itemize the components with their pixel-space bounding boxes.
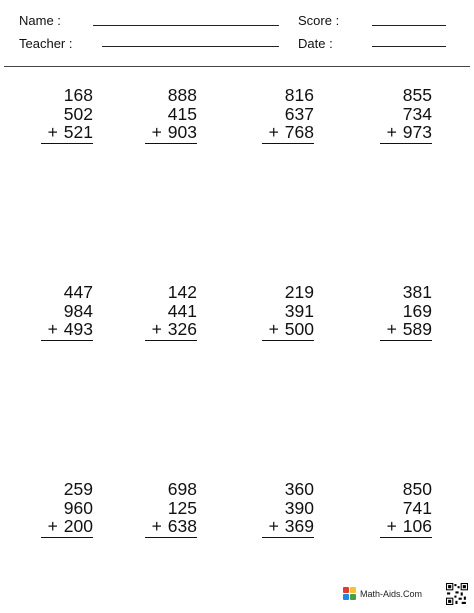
addend-3-row bbox=[269, 517, 314, 535]
plus-sign: + bbox=[268, 516, 279, 536]
addend-3-row bbox=[152, 320, 197, 338]
math-aids-logo-icon bbox=[343, 587, 357, 601]
addend-3: 903 bbox=[167, 122, 197, 142]
addend-1: 360 bbox=[284, 479, 314, 499]
addend-2: 637 bbox=[284, 103, 314, 124]
addend-3-row bbox=[48, 320, 93, 338]
name-label: Name : bbox=[19, 13, 61, 28]
addition-problem bbox=[228, 86, 314, 156]
addend-1: 142 bbox=[167, 282, 197, 302]
answer-line[interactable] bbox=[262, 143, 314, 144]
addend-2: 391 bbox=[284, 300, 314, 321]
answer-line[interactable] bbox=[380, 537, 432, 538]
answer-line[interactable] bbox=[262, 537, 314, 538]
addend-1: 259 bbox=[63, 479, 93, 499]
addend-3-row bbox=[269, 123, 314, 141]
plus-sign: + bbox=[151, 516, 162, 536]
addend-1: 850 bbox=[402, 479, 432, 499]
name-field-line[interactable] bbox=[93, 25, 279, 26]
addend-2: 734 bbox=[402, 103, 432, 124]
addition-problem bbox=[111, 480, 197, 550]
plus-sign: + bbox=[151, 319, 162, 339]
addend-3-row bbox=[48, 517, 93, 535]
addend-3-row bbox=[269, 320, 314, 338]
plus-sign: + bbox=[47, 516, 58, 536]
qr-code-icon bbox=[446, 583, 468, 605]
addend-2: 741 bbox=[402, 497, 432, 518]
answer-line[interactable] bbox=[145, 143, 197, 144]
addend-1: 219 bbox=[284, 282, 314, 302]
addition-problem bbox=[346, 480, 432, 550]
addend-2: 502 bbox=[63, 103, 93, 124]
answer-line[interactable] bbox=[145, 537, 197, 538]
answer-line[interactable] bbox=[380, 340, 432, 341]
addend-3-row bbox=[48, 123, 93, 141]
date-field-line[interactable] bbox=[372, 46, 446, 47]
addend-1: 447 bbox=[63, 282, 93, 302]
answer-line[interactable] bbox=[380, 143, 432, 144]
footer-logo bbox=[343, 586, 422, 602]
plus-sign: + bbox=[268, 122, 279, 142]
plus-sign: + bbox=[47, 319, 58, 339]
addend-1: 698 bbox=[167, 479, 197, 499]
addend-2: 960 bbox=[63, 497, 93, 518]
header-divider bbox=[4, 66, 470, 67]
addend-2: 441 bbox=[167, 300, 197, 321]
teacher-field-line[interactable] bbox=[102, 46, 279, 47]
addition-problem bbox=[346, 86, 432, 156]
answer-line[interactable] bbox=[41, 340, 93, 341]
addend-1: 816 bbox=[284, 85, 314, 105]
addend-2: 415 bbox=[167, 103, 197, 124]
addend-3-row bbox=[152, 517, 197, 535]
addend-3: 369 bbox=[284, 516, 314, 536]
addend-3: 638 bbox=[167, 516, 197, 536]
addition-problem bbox=[346, 283, 432, 353]
addition-problem bbox=[228, 283, 314, 353]
addend-1: 168 bbox=[63, 85, 93, 105]
addend-3: 326 bbox=[167, 319, 197, 339]
addition-problem bbox=[111, 86, 197, 156]
addend-2: 390 bbox=[284, 497, 314, 518]
addend-3: 521 bbox=[63, 122, 93, 142]
teacher-label: Teacher : bbox=[19, 36, 73, 51]
addend-3-row bbox=[387, 320, 432, 338]
addition-problem bbox=[228, 480, 314, 550]
addend-2: 125 bbox=[167, 497, 197, 518]
addend-3-row bbox=[387, 123, 432, 141]
addend-1: 381 bbox=[402, 282, 432, 302]
addend-3-row bbox=[152, 123, 197, 141]
addend-3: 589 bbox=[402, 319, 432, 339]
date-label: Date : bbox=[298, 36, 333, 51]
addition-problem bbox=[7, 480, 93, 550]
answer-line[interactable] bbox=[145, 340, 197, 341]
score-label: Score : bbox=[298, 13, 340, 28]
addend-2: 984 bbox=[63, 300, 93, 321]
addend-3: 493 bbox=[63, 319, 93, 339]
answer-line[interactable] bbox=[262, 340, 314, 341]
addition-problem bbox=[7, 86, 93, 156]
plus-sign: + bbox=[47, 122, 58, 142]
addend-3: 200 bbox=[63, 516, 93, 536]
plus-sign: + bbox=[151, 122, 162, 142]
plus-sign: + bbox=[268, 319, 279, 339]
addend-3: 106 bbox=[402, 516, 432, 536]
addend-2: 169 bbox=[402, 300, 432, 321]
answer-line[interactable] bbox=[41, 143, 93, 144]
score-field-line[interactable] bbox=[372, 25, 446, 26]
plus-sign: + bbox=[386, 122, 397, 142]
plus-sign: + bbox=[386, 516, 397, 536]
addend-3-row bbox=[387, 517, 432, 535]
footer-logo-text: Math-Aids.Com bbox=[360, 589, 423, 599]
addend-3: 768 bbox=[284, 122, 314, 142]
plus-sign: + bbox=[386, 319, 397, 339]
addend-3: 500 bbox=[284, 319, 314, 339]
addend-1: 855 bbox=[402, 85, 432, 105]
addition-problem bbox=[111, 283, 197, 353]
answer-line[interactable] bbox=[41, 537, 93, 538]
addend-3: 973 bbox=[402, 122, 432, 142]
addend-1: 888 bbox=[167, 85, 197, 105]
addition-problem bbox=[7, 283, 93, 353]
